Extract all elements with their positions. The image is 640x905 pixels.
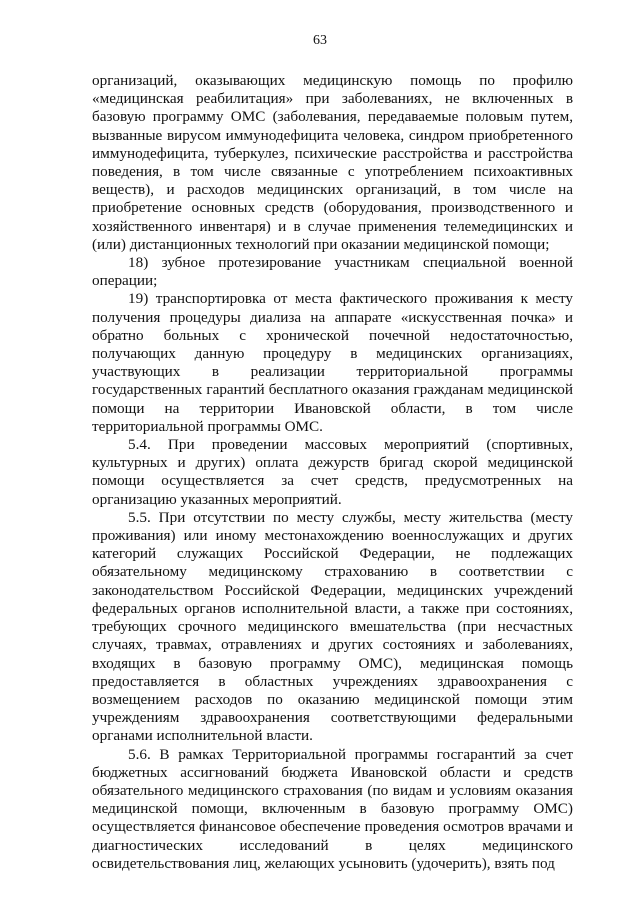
paragraph-item-5-5: 5.5. При отсутствии по месту службы, месту жительства (месту проживания) или иному местонахождению военнослужащих и других категорий служащих Российской Федерации, не подлежащих обязательному медицинскому страхованию в соответствии с законодательством Российской Федерации, медицинских учреждений федеральных органов исполнительной власти, а также при состояниях, требующих срочного медицинского вмешательства (при несчастных случаях, травмах, отравлениях и других состояниях и заболеваниях, входящих в базовую программу ОМС), медицинская помощь предоставляется в областных учреждениях здравоохранения с возмещением расходов по оказанию медицинской помощи этим учреждениям здравоохранения соответствующими федеральными органами исполнительной власти. — [92, 508, 573, 745]
paragraph-item-19: 19) транспортировка от места фактического проживания к месту получения процедуры диализа на аппарате «искусственная почка» и обратно больных с хронической почечной недостаточностью, получающих данную процедуру в медицинских организациях, участвующих в реализации территориальной программы государственных гарантий бесплатного оказания гражданам медицинской помощи на территории Ивановской области, в том числе территориальной программы ОМС. — [92, 290, 573, 435]
document-body — [92, 72, 573, 873]
paragraph-item-5-6: 5.6. В рамках Территориальной программы госгарантий за счет бюджетных ассигнований бюджета Ивановской области и средств обязательного медицинского страхования (по видам и условиям оказания медицинской помощи, включенным в базовую программу ОМС) осуществляется финансовое обеспечение проведения осмотров врачами и диагностических исследований в целях медицинского освидетельствования лиц, желающих усыновить (удочерить), взять под — [92, 745, 573, 872]
paragraph-item-18: 18) зубное протезирование участникам специальной военной операции; — [92, 254, 573, 290]
paragraph-continuation: организаций, оказывающих медицинскую помощь по профилю «медицинская реабилитация» при заболеваниях, не включенных в базовую программу ОМС (заболевания, передаваемые половым путем, вызванные вирусом иммунодефицита человека, синдром приобретенного иммунодефицита, туберкулез, психические расстройства и расстройства поведения, в том числе связанные с употреблением психоактивных веществ), и расходов медицинских организаций, в том числе на приобретение основных средств (оборудования, производственного и хозяйственного инвентаря) и в случае применения телемедицинских и (или) дистанционных технологий при оказании медицинской помощи; — [92, 72, 573, 253]
page-number: 63 — [313, 33, 327, 48]
paragraph-item-5-4: 5.4. При проведении массовых мероприятий (спортивных, культурных и других) оплата дежурств бригад скорой медицинской помощи осуществляется за счет средств, предусмотренных на организацию указанных мероприятий. — [92, 436, 573, 508]
